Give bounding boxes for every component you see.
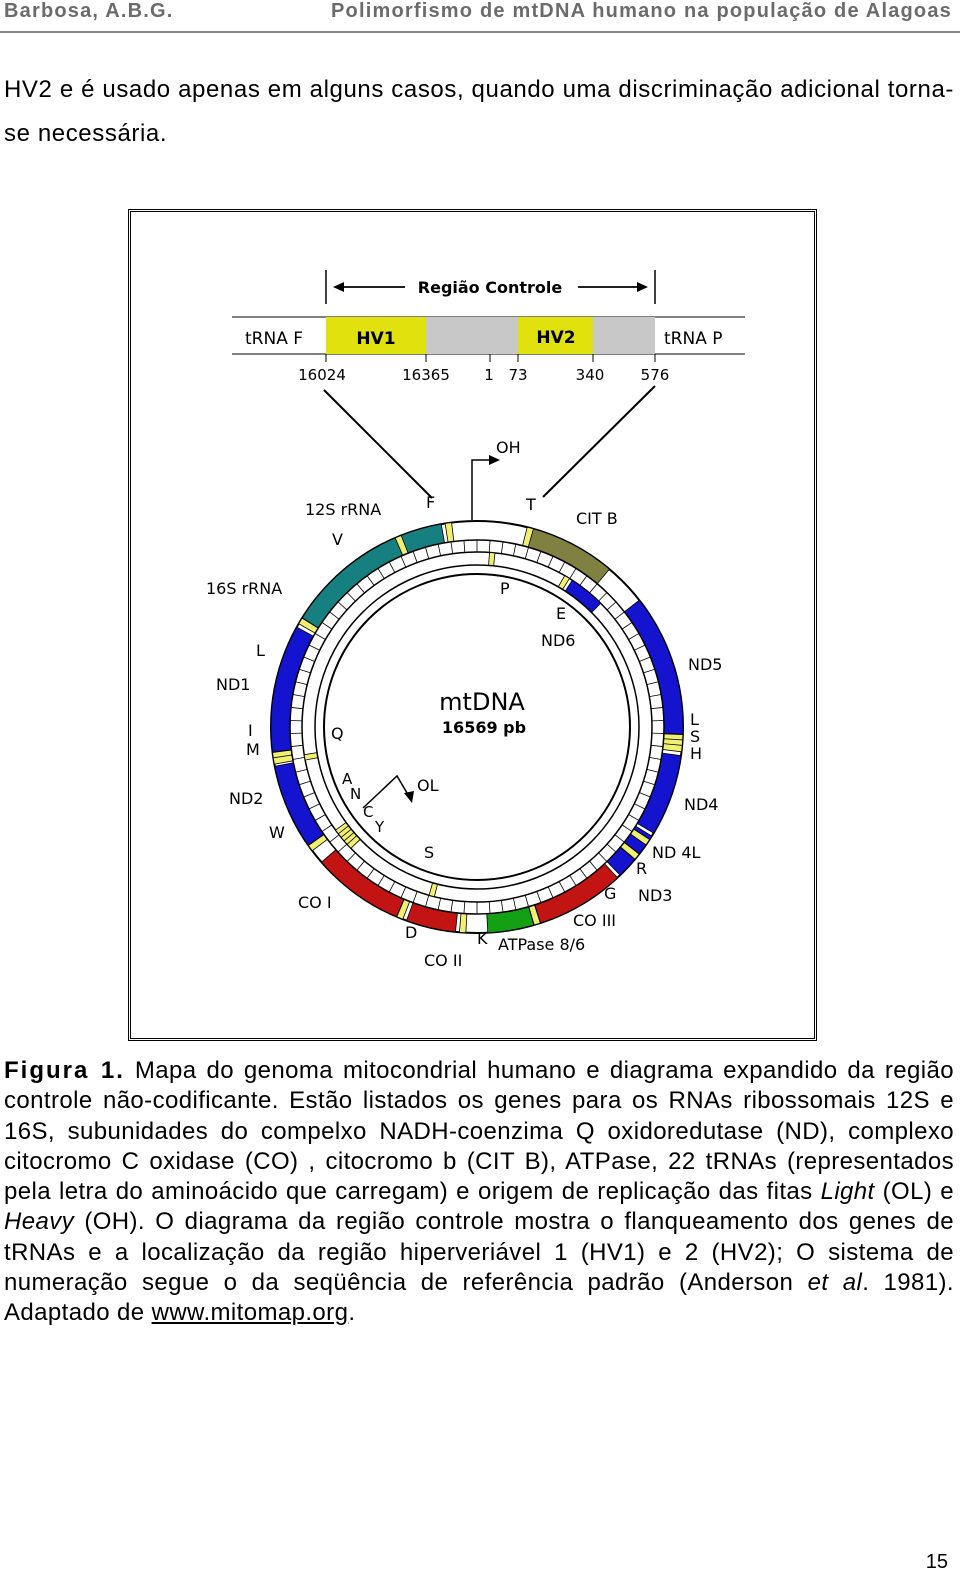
strand-tick: [296, 682, 308, 685]
oh-label: OH: [496, 438, 521, 457]
label-v: V: [332, 530, 343, 549]
strand-tick: [548, 887, 553, 898]
strand-tick: [451, 542, 453, 554]
caption-text-4: . 1981). Adaptado de: [4, 1269, 954, 1327]
pos-16024: 16024: [298, 366, 346, 384]
strand-tick: [559, 562, 565, 573]
strand-tick: [296, 769, 308, 772]
strand-tick: [647, 682, 659, 685]
label-nd1: ND1: [216, 675, 251, 694]
strand-tick: [622, 825, 632, 832]
gene-nd6-segment: [565, 580, 601, 612]
strand-tick: [338, 602, 347, 610]
label-l-upper: L: [256, 641, 265, 660]
strand-tick: [389, 882, 395, 893]
strand-tick: [589, 861, 597, 870]
strand-tick: [401, 556, 406, 567]
label-d: D: [405, 923, 418, 942]
ol-arrow-icon: [404, 791, 414, 803]
pos-576: 576: [640, 366, 670, 384]
arrowhead-left-icon: [333, 282, 344, 292]
grey-block-2: [593, 317, 655, 354]
strand-tick: [489, 902, 490, 914]
strand-tick: [525, 547, 528, 559]
label-q: Q: [331, 724, 344, 743]
strand-tick: [293, 695, 305, 697]
label-12s-rrna: 12S rRNA: [305, 500, 382, 519]
strand-tick: [580, 869, 587, 879]
caption-label: Figura 1.: [4, 1057, 125, 1084]
gene-16s-rrna-segment: [302, 537, 404, 628]
mtdna-label: mtDNA: [439, 688, 525, 716]
strand-tick: [513, 898, 515, 910]
label-a: A: [342, 770, 353, 788]
gene-cit-b-segment: [525, 528, 609, 584]
genome-size-label: 16569 pb: [441, 718, 527, 737]
label-nd4l: ND 4L: [652, 843, 701, 862]
strand-tick: [649, 757, 661, 759]
strand-tick: [525, 895, 528, 907]
label-s-right: S: [690, 727, 701, 746]
label-s-lower: S: [424, 843, 435, 862]
caption-text-5: .: [348, 1299, 356, 1327]
strand-tick: [643, 669, 654, 673]
expansion-line-left: [324, 390, 432, 498]
gene-nd4-segment: [637, 753, 681, 833]
label-y: Y: [375, 818, 385, 836]
hv2-label: HV2: [536, 328, 576, 348]
trna-mark-outer-0: [445, 523, 454, 543]
strand-tick: [291, 707, 303, 708]
strand-tick: [607, 844, 616, 852]
strand-tick: [291, 745, 303, 746]
strand-tick: [649, 695, 661, 697]
strand-tick: [639, 793, 650, 797]
label-nd5: ND5: [688, 655, 723, 674]
mtdna-circle-map: [206, 438, 722, 970]
label-co-iii: CO III: [573, 911, 617, 930]
strand-tick: [622, 622, 632, 629]
figure-caption: [4, 1056, 954, 1329]
label-co-i: CO I: [298, 893, 332, 912]
strand-tick: [629, 634, 639, 640]
strand-tick: [330, 835, 339, 842]
strand-tick: [559, 882, 565, 893]
strand-tick: [322, 825, 332, 832]
strand-tick: [315, 815, 325, 821]
strand-tick: [599, 592, 607, 601]
caption-light: Light: [820, 1178, 875, 1206]
label-16s-rrna: 16S rRNA: [206, 579, 283, 598]
strand-tick: [537, 891, 541, 902]
strand-tick: [580, 576, 587, 586]
strand-tick: [304, 793, 315, 797]
hv1-label: HV1: [356, 329, 396, 349]
strand-tick: [425, 547, 428, 559]
strand-tick: [389, 562, 395, 573]
strand-tick: [425, 895, 428, 907]
strand-tick: [570, 875, 576, 885]
strand-tick: [413, 891, 417, 902]
strand-tick: [634, 645, 645, 650]
strand-tick: [464, 540, 465, 552]
label-i: I: [248, 721, 253, 740]
label-r: R: [636, 859, 648, 878]
strand-tick: [347, 853, 355, 862]
trna-mark-outer-13: [663, 744, 683, 752]
strand-tick: [629, 815, 639, 821]
caption-heavy: Heavy: [4, 1208, 75, 1236]
label-h: H: [690, 744, 703, 763]
strand-tick: [299, 781, 310, 785]
strand-tick: [643, 781, 654, 785]
page-number: 15: [925, 1551, 948, 1573]
pos-340: 340: [575, 366, 605, 384]
strand-tick: [607, 602, 616, 610]
strand-tick: [438, 898, 440, 910]
strand-tick: [464, 902, 465, 914]
label-f: F: [426, 493, 436, 512]
caption-text-1: Mapa do genoma mitocondrial humano e diagrama expandido da região controle não-codificante. Estão listados os genes para os RNAs ribossomais 12S e 16S, subunidades do compelxo NADH-coenzima Q oxidoredutase (ND), complexo citocromo C oxidase (CO) , citocromo b (CIT B), ATPase, 22 tRNAs (representados pela letra do aminoácido que carregam) e origem de replicação das fitas: [4, 1057, 954, 1206]
caption-et-al: et al: [807, 1269, 863, 1297]
strand-tick: [378, 568, 384, 578]
trna-f-label: tRNA F: [245, 329, 304, 349]
pos-73: 73: [508, 366, 528, 384]
strand-tick: [309, 804, 320, 809]
strand-tick: [651, 745, 663, 746]
label-n: N: [350, 785, 362, 803]
label-nd2: ND2: [229, 789, 264, 808]
label-nd4: ND4: [684, 795, 719, 814]
strand-tick: [451, 900, 453, 912]
label-g: G: [604, 884, 617, 903]
control-region-diagram: [232, 270, 745, 498]
intro-paragraph: HV2 e é usado apenas em alguns casos, quando uma discriminação adicional torna-se necessária.: [4, 76, 954, 147]
strand-tick: [634, 804, 645, 809]
label-c: C: [363, 803, 374, 821]
strand-tick: [599, 853, 607, 862]
expansion-line-right: [543, 386, 655, 497]
label-k: K: [477, 929, 488, 948]
label-nd3: ND3: [638, 886, 673, 905]
strand-tick: [501, 542, 503, 554]
grey-block-1: [426, 317, 518, 354]
strand-tick: [309, 645, 320, 650]
label-atpase: ATPase 8/6: [498, 935, 586, 954]
strand-tick: [589, 584, 597, 593]
arrowhead-right-icon: [637, 282, 648, 292]
strand-tick: [357, 861, 365, 870]
header-author: Barbosa, A.B.G.: [4, 0, 174, 22]
strand-tick: [651, 707, 663, 708]
strand-tick: [304, 657, 315, 661]
trna-mark-inner-1: [489, 552, 495, 565]
strand-tick: [438, 544, 440, 556]
control-region-label: Região Controle: [417, 278, 563, 297]
trna-mark-inner-8: [429, 883, 437, 897]
strand-tick: [338, 844, 347, 852]
strand-tick: [367, 869, 374, 879]
strand-tick: [401, 887, 406, 898]
strand-tick: [347, 592, 355, 601]
label-m: M: [246, 740, 260, 759]
strand-tick: [501, 900, 503, 912]
trna-mark-inner-2: [304, 753, 318, 760]
strand-tick: [378, 875, 384, 885]
strand-tick: [615, 835, 624, 842]
caption-text-3: (OH). O diagrama da região controle mostra o flanqueamento dos genes de tRNAs e a localização da região hiperveriável 1 (HV1) e 2 (HV2); O sistema de numeração segue o da seqüência de referência padrão (Anderson: [4, 1208, 954, 1297]
ol-label: OL: [417, 776, 439, 795]
trna-p-label: tRNA P: [664, 329, 723, 349]
label-nd6: ND6: [541, 631, 576, 650]
strand-tick: [357, 584, 365, 593]
strand-tick: [647, 769, 659, 772]
label-w: W: [269, 823, 285, 842]
strand-tick: [615, 612, 624, 619]
label-t: T: [526, 495, 536, 514]
strand-tick: [413, 551, 417, 562]
trna-mark-outer-7: [459, 913, 466, 932]
strand-tick: [322, 622, 332, 629]
strand-tick: [293, 757, 305, 759]
caption-text-2: (OL) e: [874, 1178, 954, 1206]
label-e: E: [556, 604, 567, 623]
strand-tick: [489, 540, 490, 552]
strand-tick: [537, 551, 541, 562]
label-l-right: L: [690, 710, 699, 729]
strand-tick: [570, 568, 576, 578]
label-p: P: [500, 579, 510, 598]
strand-tick: [299, 669, 310, 673]
pos-1: 1: [484, 366, 494, 384]
header-title: Polimorfismo de mtDNA humano na população de Alagoas: [331, 0, 952, 22]
strand-tick: [330, 612, 339, 619]
strand-tick: [513, 544, 515, 556]
oh-origin-line: [472, 460, 495, 520]
mitomap-link[interactable]: www.mitomap.org: [151, 1299, 349, 1327]
pos-16365: 16365: [402, 366, 450, 384]
strand-tick: [367, 576, 374, 586]
label-cit-b: CIT B: [576, 509, 618, 528]
label-co-ii: CO II: [424, 951, 463, 970]
strand-tick: [639, 657, 650, 661]
strand-tick: [315, 634, 325, 640]
strand-tick: [548, 556, 553, 567]
